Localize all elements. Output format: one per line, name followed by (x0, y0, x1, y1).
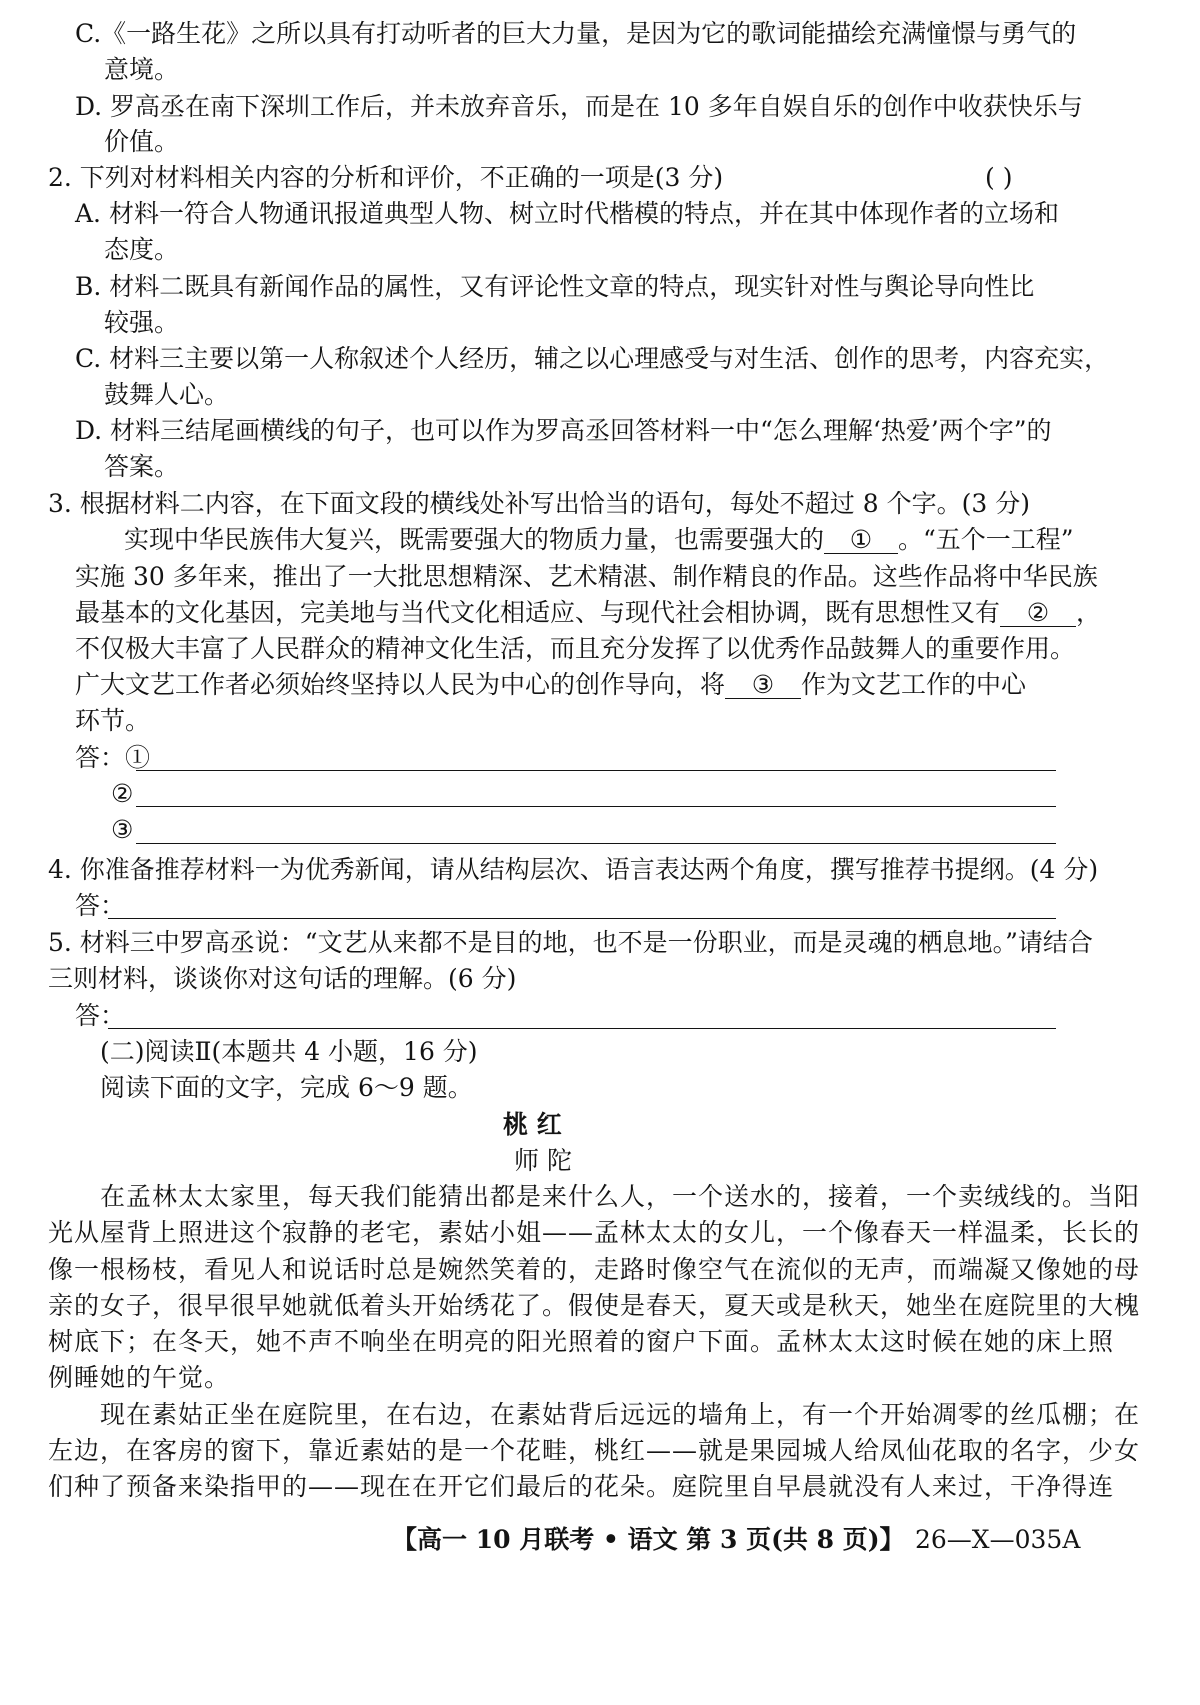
q2-option-b-line1: B. 材料二既具有新闻作品的属性，又有评论性文章的特点，现实针对性与舆论导向性比 (75, 272, 1035, 301)
q3-stem: 3. 根据材料二内容，在下面文段的横线处补写出恰当的语句，每处不超过 8 个字。(3 分) (48, 489, 1030, 518)
passage-p1-line4: 亲的女子，很早很早她就低着头开始绣花了。假使是春天，夏天或是秋天，她坐在庭院里的大槐 (48, 1291, 1141, 1320)
q3-blank-3[interactable]: ③ (725, 672, 801, 699)
q3-text: ， (1076, 598, 1102, 627)
q4-answer-label: 答： (75, 891, 126, 920)
passage-p2-line3: 们种了预备来染指甲的——现在在开它们最后的花朵。庭院里自早晨就没有人来过，干净得连 (48, 1472, 1115, 1501)
q3-answer-line-2[interactable] (136, 806, 1056, 807)
q4-answer-line[interactable] (108, 918, 1056, 919)
q3-para-line2: 实施 30 多年来，推出了一大批思想精深、艺术精湛、制作精良的作品。这些作品将中华民族 (75, 562, 1098, 591)
q2-option-d-line1: D. 材料三结尾画横线的句子，也可以作为罗高丞回答材料一中“怎么理解‘热爱’两个字”的 (75, 416, 1052, 445)
footer-code: 26—X—035A (915, 1525, 1081, 1554)
q3-para-line6: 环节。 (75, 706, 151, 735)
q2-option-a-line2: 态度。 (104, 235, 180, 264)
q3-blank-2[interactable]: ② (1000, 600, 1076, 627)
passage-p2-line1: 现在素姑正坐在庭院里，在右边，在素姑背后远远的墙角上，有一个开始凋零的丝瓜棚；在 (100, 1400, 1141, 1429)
q3-answer-line-3[interactable] (136, 843, 1056, 844)
passage-p2-line2: 左边，在客房的窗下，靠近素姑的是一个花畦，桃红——就是果园城人给凤仙花取的名字，少女 (48, 1436, 1141, 1465)
q5-answer-line[interactable] (108, 1028, 1056, 1029)
passage-p1-line3: 像一根杨枝，看见人和说话时总是婉然笑着的，走路时像空气在流似的无声，而端凝又像她的母 (48, 1255, 1141, 1284)
q3-answer-label-3: ③ (111, 815, 134, 844)
q3-text: 作为文艺工作的中心 (801, 670, 1027, 699)
q2-answer-paren[interactable]: ( ) (985, 163, 1013, 192)
q5-stem-line2: 三则材料，谈谈你对这句话的理解。(6 分) (48, 964, 517, 993)
q3-text: 实现中华民族伟大复兴，既需要强大的物质力量，也需要强大的 (124, 525, 825, 554)
q1-option-d-line1: D. 罗高丞在南下深圳工作后，并未放弃音乐，而是在 10 多年自娱自乐的创作中收获快乐与 (75, 92, 1083, 121)
q5-answer-label: 答： (75, 1001, 126, 1030)
q3-text: 。“五个一工程” (898, 525, 1074, 554)
q3-blank-1[interactable]: ① (824, 527, 898, 554)
q3-answer-line-1[interactable] (136, 770, 1056, 771)
passage-title: 桃 红 (503, 1110, 562, 1139)
section-instruction: 阅读下面的文字，完成 6～9 题。 (100, 1073, 473, 1102)
q2-option-c-line1: C. 材料三主要以第一人称叙述个人经历，辅之以心理感受与对生活、创作的思考，内容充实， (75, 344, 1110, 373)
q3-answer-label-2: ② (111, 779, 134, 808)
passage-p1-line5: 树底下；在冬天，她不声不响坐在明亮的阳光照着的窗户下面。孟林太太这时候在她的床上照 (48, 1327, 1115, 1356)
q2-option-c-line2: 鼓舞人心。 (104, 380, 230, 409)
q3-text: 最基本的文化基因，完美地与当代文化相适应、与现代社会相协调，既有思想性又有 (75, 598, 1001, 627)
q1-option-c-line1: C.《一路生花》之所以具有打动听者的巨大力量，是因为它的歌词能描绘充满憧憬与勇气的 (75, 19, 1077, 48)
footer-page-info: 【高一 10 月联考 • 语文 第 3 页(共 8 页)】 (392, 1525, 905, 1554)
q4-stem: 4. 你准备推荐材料一为优秀新闻，请从结构层次、语言表达两个角度，撰写推荐书提纲。(4 分) (48, 855, 1099, 884)
q3-para-line5 (75, 669, 1026, 701)
q5-stem-line1: 5. 材料三中罗高丞说：“文艺从来都不是目的地，也不是一份职业，而是灵魂的栖息地。”请结合 (48, 928, 1093, 957)
q2-option-d-line2: 答案。 (104, 452, 180, 481)
q3-para-line4: 不仅极大丰富了人民群众的精神文化生活，而且充分发挥了以优秀作品鼓舞人的重要作用。 (75, 634, 1076, 663)
q3-para-line1 (124, 524, 1074, 556)
q2-option-a-line1: A. 材料一符合人物通讯报道典型人物、树立时代楷模的特点，并在其中体现作者的立场和 (75, 199, 1059, 228)
q2-stem: 2. 下列对材料相关内容的分析和评价，不正确的一项是(3 分) (48, 163, 724, 192)
passage-author: 师 陀 (514, 1146, 572, 1175)
section-heading: (二)阅读Ⅱ(本题共 4 小题，16 分) (100, 1037, 478, 1066)
q3-text: 广大文艺工作者必须始终坚持以人民为中心的创作导向，将 (75, 670, 726, 699)
q3-para-line3 (75, 597, 1101, 629)
passage-p1-line1: 在孟林太太家里，每天我们能猜出都是来什么人，一个送水的，接着，一个卖绒线的。当阳 (100, 1182, 1141, 1211)
passage-p1-line6: 例睡她的午觉。 (48, 1363, 231, 1392)
q1-option-c-line2: 意境。 (104, 55, 180, 84)
q3-answer-label: 答：① (75, 743, 151, 772)
q2-option-b-line2: 较强。 (104, 308, 180, 337)
q1-option-d-line2: 价值。 (104, 127, 180, 156)
passage-p1-line2: 光从屋背上照进这个寂静的老宅，素姑小姐——孟林太太的女儿，一个像春天一样温柔，长长的 (48, 1218, 1141, 1247)
